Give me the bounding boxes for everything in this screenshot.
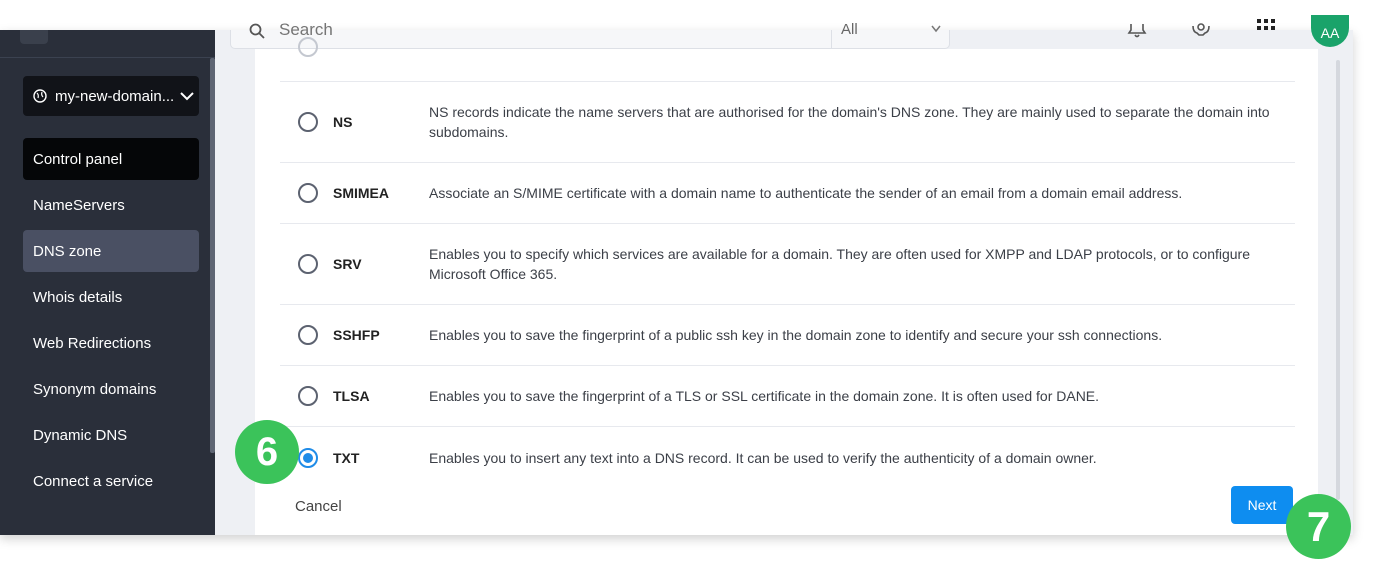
chevron-down-icon — [931, 25, 941, 33]
sidebar-item-label: Whois details — [33, 288, 123, 306]
sidebar-item-label: Web Redirections — [33, 334, 152, 352]
sidebar — [0, 30, 215, 535]
search-divider — [831, 30, 832, 49]
domain-selector[interactable] — [23, 76, 199, 116]
record-radio[interactable] — [298, 254, 318, 274]
record-row — [280, 49, 1295, 82]
sidebar-item-label: Control panel — [33, 150, 123, 168]
apps-grid-icon[interactable] — [1255, 24, 1277, 40]
record-row-sshfp[interactable] — [280, 305, 1295, 366]
sidebar-item-control-panel[interactable] — [23, 138, 199, 180]
gear-icon[interactable] — [1190, 24, 1212, 40]
record-description: Associate an S/MIME certificate with a domain name to authenticate the sender of an email from a domain email address. — [429, 185, 1183, 201]
search-bar — [230, 21, 950, 49]
sidebar-item-label: Connect a service — [33, 472, 154, 490]
record-type-card — [255, 49, 1318, 535]
record-radio[interactable] — [298, 183, 318, 203]
search-scope-select[interactable]: All — [841, 21, 858, 38]
sidebar-item-label: Dynamic DNS — [33, 426, 128, 444]
record-description: Enables you to specify which services are available for a domain. They are often used for XMPP and LDAP protocols, or to configure Microsoft Office 365. — [429, 246, 1251, 282]
step-badge-7: 7 — [1286, 494, 1351, 559]
record-row-tlsa[interactable] — [280, 366, 1295, 427]
record-radio[interactable] — [298, 112, 318, 132]
search-icon — [249, 23, 265, 39]
avatar-initials: AA — [1320, 25, 1340, 41]
cancel-button[interactable]: Cancel — [295, 498, 342, 515]
search-input[interactable] — [279, 19, 819, 41]
sidebar-item-label: DNS zone — [33, 242, 102, 260]
record-description: Enables you to save the fingerprint of a TLS or SSL certificate in the domain zone. It is often used for DANE. — [429, 388, 1100, 404]
record-type: TLSA — [333, 388, 370, 404]
bell-icon[interactable] — [1126, 24, 1148, 40]
chevron-down-icon — [180, 91, 194, 101]
record-type: NS — [333, 114, 353, 130]
record-type: SSHFP — [333, 327, 380, 343]
next-button[interactable]: Next — [1231, 486, 1293, 524]
sidebar-item-label: NameServers — [33, 196, 125, 214]
record-row-srv[interactable] — [280, 224, 1295, 305]
sidebar-item-dynamic-dns[interactable] — [23, 414, 199, 456]
main-scrollbar[interactable] — [1336, 60, 1340, 500]
app-window — [0, 21, 1353, 535]
sidebar-item-label: Synonym domains — [33, 380, 157, 398]
record-row-ns[interactable] — [280, 82, 1295, 163]
sidebar-nav — [23, 138, 199, 506]
sidebar-item-whois-details[interactable] — [23, 276, 199, 318]
sidebar-item-connect-service[interactable] — [23, 460, 199, 502]
sidebar-divider — [0, 57, 215, 58]
sidebar-collapse-button[interactable] — [20, 30, 48, 44]
sidebar-scrollbar[interactable] — [210, 58, 215, 453]
record-type: TXT — [333, 449, 360, 466]
globe-icon — [33, 89, 47, 103]
sidebar-item-synonym-domains[interactable] — [23, 368, 199, 410]
avatar[interactable] — [1311, 15, 1349, 47]
record-type: SRV — [333, 256, 362, 272]
sidebar-item-nameservers[interactable] — [23, 184, 199, 226]
record-description: NS records indicate the name servers that are authorised for the domain's DNS zone. They are mainly used to separate the domain into subdomains. — [429, 104, 1270, 140]
record-radio[interactable] — [298, 386, 318, 406]
record-description: Enables you to save the fingerprint of a public ssh key in the domain zone to identify and secure your ssh connections. — [429, 327, 1163, 343]
record-row-smimea[interactable] — [280, 163, 1295, 224]
domain-selector-label: my-new-domain... — [55, 87, 175, 105]
record-row-txt[interactable] — [280, 427, 1295, 488]
record-radio-selected[interactable] — [298, 448, 318, 468]
record-radio[interactable] — [298, 325, 318, 345]
record-description: Enables you to insert any text into a DNS record. It can be used to verify the authenticity of a domain owner. — [429, 449, 1097, 466]
sidebar-item-dns-zone[interactable] — [23, 230, 199, 272]
sidebar-item-web-redirections[interactable] — [23, 322, 199, 364]
step-badge-6: 6 — [235, 420, 299, 484]
record-type: SMIMEA — [333, 185, 389, 201]
